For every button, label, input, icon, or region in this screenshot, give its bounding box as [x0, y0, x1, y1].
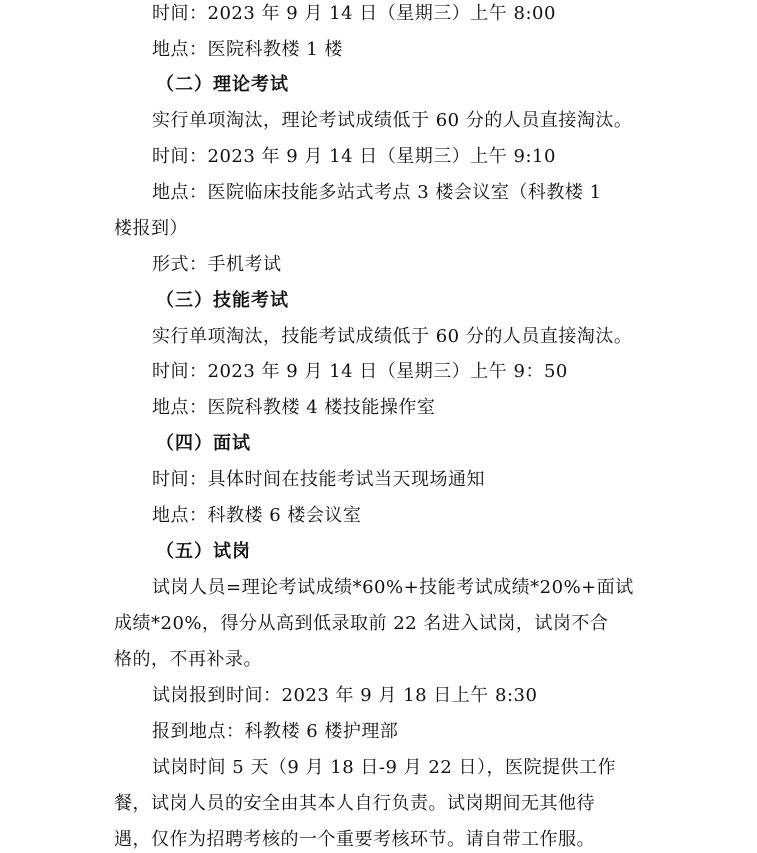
- interview-location-line: 地点：科教楼 6 楼会议室: [152, 505, 362, 526]
- section-heading-interview: （四）面试: [156, 433, 251, 454]
- exam-location-line: 地点：医院科教楼 1 楼: [152, 39, 343, 60]
- theory-format-line: 形式：手机考试: [152, 254, 282, 275]
- trial-formula-end: 格的，不再补录。: [114, 649, 262, 670]
- section-heading-skills: （三）技能考试: [156, 290, 289, 311]
- section-heading-theory: （二）理论考试: [156, 74, 289, 95]
- trial-duration-continued: 餐，试岗人员的安全由其本人自行负责。试岗期间无其他待: [114, 793, 595, 814]
- theory-location-line: 地点：医院临床技能多站式考点 3 楼会议室（科教楼 1: [152, 182, 602, 203]
- theory-location-continued: 楼报到）: [114, 218, 188, 239]
- section-heading-trial: （五）试岗: [156, 541, 251, 562]
- theory-time-line: 时间：2023 年 9 月 14 日（星期三）上午 9:10: [152, 146, 556, 167]
- interview-time-line: 时间：具体时间在技能考试当天现场通知: [152, 469, 485, 490]
- trial-formula-line: 试岗人员=理论考试成绩*60%+技能考试成绩*20%+面试: [152, 577, 634, 598]
- trial-formula-continued: 成绩*20%，得分从高到低录取前 22 名进入试岗，试岗不合: [114, 613, 609, 634]
- trial-duration-end: 遇，仅作为招聘考核的一个重要考核环节。请自带工作服。: [114, 829, 595, 850]
- skills-location-line: 地点：医院科教楼 4 楼技能操作室: [152, 397, 436, 418]
- trial-checkin-location-line: 报到地点：科教楼 6 楼护理部: [152, 721, 399, 742]
- exam-time-line: 时间：2023 年 9 月 14 日（星期三）上午 8:00: [152, 3, 556, 24]
- theory-rule-line: 实行单项淘汰，理论考试成绩低于 60 分的人员直接淘汰。: [152, 110, 633, 131]
- trial-checkin-time-line: 试岗报到时间：2023 年 9 月 18 日上午 8:30: [152, 685, 538, 706]
- skills-time-line: 时间：2023 年 9 月 14 日（星期三）上午 9：50: [152, 361, 568, 382]
- trial-duration-line: 试岗时间 5 天（9 月 18 日-9 月 22 日），医院提供工作: [152, 757, 617, 778]
- skills-rule-line: 实行单项淘汰，技能考试成绩低于 60 分的人员直接淘汰。: [152, 326, 633, 347]
